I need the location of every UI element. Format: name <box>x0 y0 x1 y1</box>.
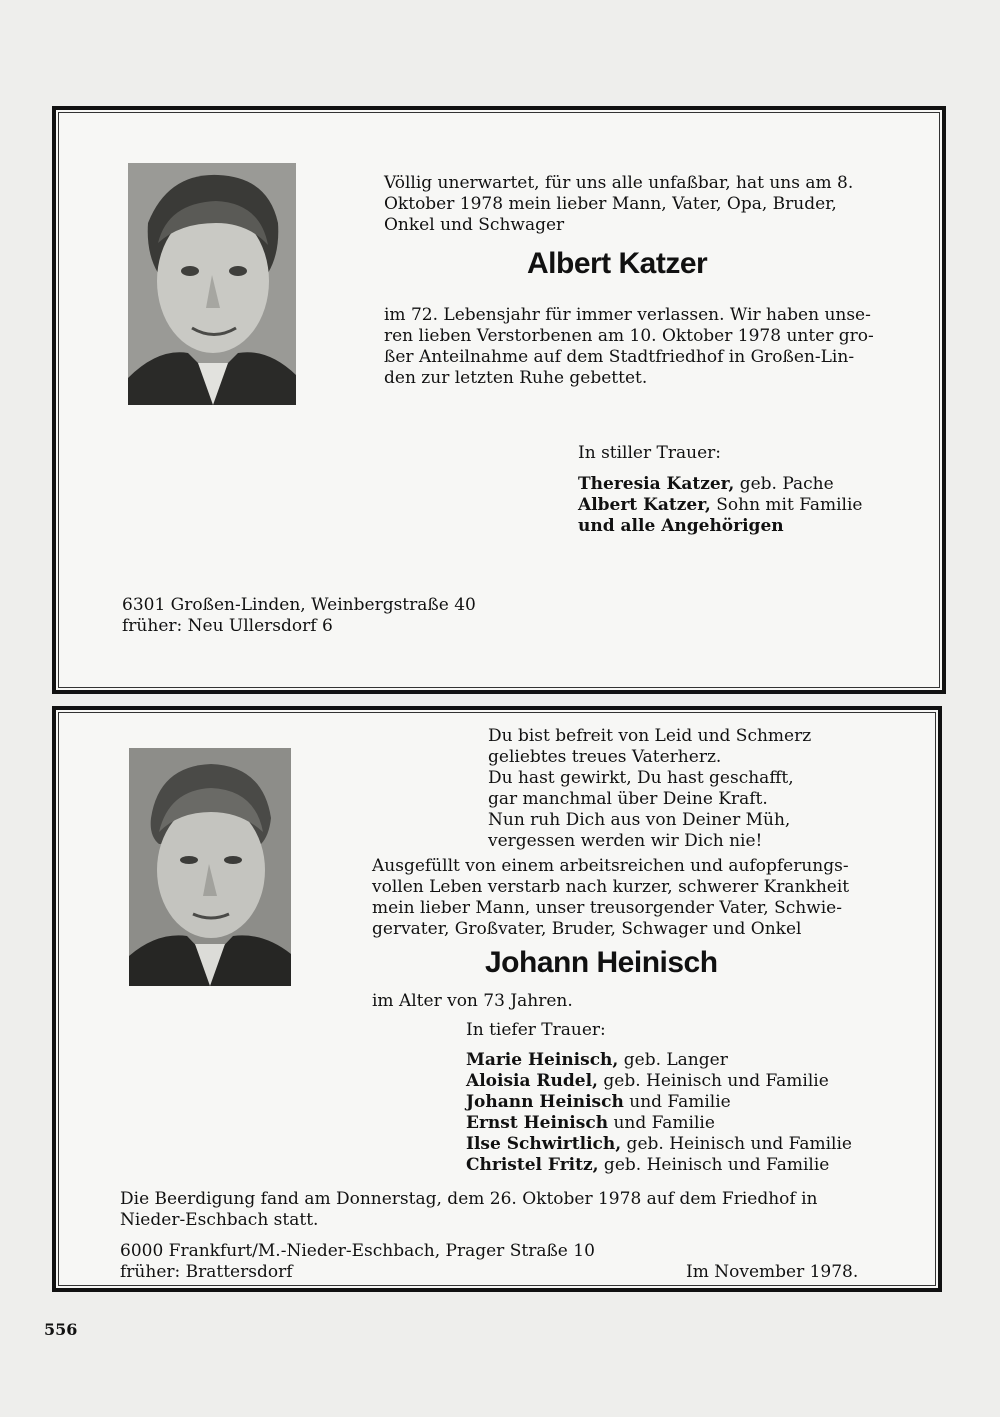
mourners-list <box>466 1050 852 1176</box>
poem-line: Du bist befreit von Leid und Schmerz <box>488 726 812 746</box>
body-line: gervater, Großvater, Bruder, Schwager und Onkel <box>372 919 802 939</box>
portrait-image <box>128 163 296 405</box>
funeral-line: Die Beerdigung fand am Donnerstag, dem 26. Oktober 1978 auf dem Friedhof in <box>120 1189 818 1209</box>
mourners-list <box>578 474 863 537</box>
portrait-image <box>129 748 291 986</box>
obituary-notice-johann-heinisch <box>52 706 942 1292</box>
mourner-entry: Aloisia Rudel, geb. Heinisch und Familie <box>466 1071 829 1091</box>
page-number: 556 <box>44 1320 78 1339</box>
funeral-text <box>120 1189 817 1231</box>
poem-text <box>488 726 811 852</box>
notice-date: Im November 1978. <box>686 1262 859 1282</box>
address-line: früher: Brattersdorf <box>120 1262 293 1282</box>
address-line: 6301 Großen-Linden, Weinbergstraße 40 <box>122 595 476 615</box>
deceased-name: Johann Heinisch <box>485 946 718 979</box>
poem-line: vergessen werden wir Dich nie! <box>488 831 763 851</box>
obituary-notice-albert-katzer <box>52 106 946 694</box>
portrait-photo-johann-heinisch <box>129 748 291 986</box>
body-line: mein lieber Mann, unser treusorgender Vater, Schwie- <box>372 898 842 918</box>
mourner-entry: Christel Fritz, geb. Heinisch und Familie <box>466 1155 830 1175</box>
body-line: im 72. Lebensjahr für immer verlassen. Wir haben unse- <box>384 305 871 325</box>
address-block <box>120 1241 595 1283</box>
portrait-photo-albert-katzer <box>128 163 296 405</box>
intro-text <box>384 173 853 236</box>
mourner-entry: Ilse Schwirtlich, geb. Heinisch und Familie <box>466 1134 852 1154</box>
body-line: ßer Anteilnahme auf dem Stadtfriedhof in Großen-Lin- <box>384 347 855 367</box>
mourning-heading: In stiller Trauer: <box>578 443 721 463</box>
intro-line: Oktober 1978 mein lieber Mann, Vater, Opa, Bruder, <box>384 194 837 214</box>
body-line: vollen Leben verstarb nach kurzer, schwerer Krankheit <box>372 877 850 897</box>
address-line: früher: Neu Ullersdorf 6 <box>122 616 333 636</box>
poem-line: Du hast gewirkt, Du hast geschafft, <box>488 768 794 788</box>
mourner-entry: Ernst Heinisch und Familie <box>466 1113 715 1133</box>
mourner-entry: Albert Katzer, Sohn mit Familie <box>578 495 863 515</box>
age-text: im Alter von 73 Jahren. <box>372 991 573 1011</box>
poem-line: geliebtes treues Vaterherz. <box>488 747 722 767</box>
poem-line: gar manchmal über Deine Kraft. <box>488 789 768 809</box>
address-block <box>122 595 476 637</box>
mourning-heading: In tiefer Trauer: <box>466 1020 606 1040</box>
body-line: ren lieben Verstorbenen am 10. Oktober 1978 unter gro- <box>384 326 874 346</box>
deceased-name: Albert Katzer <box>527 247 708 280</box>
funeral-line: Nieder-Eschbach statt. <box>120 1210 319 1230</box>
intro-line: Onkel und Schwager <box>384 215 565 235</box>
body-text <box>384 305 874 389</box>
body-line: Ausgefüllt von einem arbeitsreichen und aufopferungs- <box>372 856 849 876</box>
body-text <box>372 856 849 940</box>
mourner-entry: und alle Angehörigen <box>578 516 784 536</box>
mourner-entry: Marie Heinisch, geb. Langer <box>466 1050 728 1070</box>
body-line: den zur letzten Ruhe gebettet. <box>384 368 648 388</box>
mourner-entry: Johann Heinisch und Familie <box>466 1092 731 1112</box>
address-line: 6000 Frankfurt/M.-Nieder-Eschbach, Prager Straße 10 <box>120 1241 595 1261</box>
mourner-entry: Theresia Katzer, geb. Pache <box>578 474 834 494</box>
intro-line: Völlig unerwartet, für uns alle unfaßbar, hat uns am 8. <box>384 173 854 193</box>
poem-line: Nun ruh Dich aus von Deiner Müh, <box>488 810 791 830</box>
